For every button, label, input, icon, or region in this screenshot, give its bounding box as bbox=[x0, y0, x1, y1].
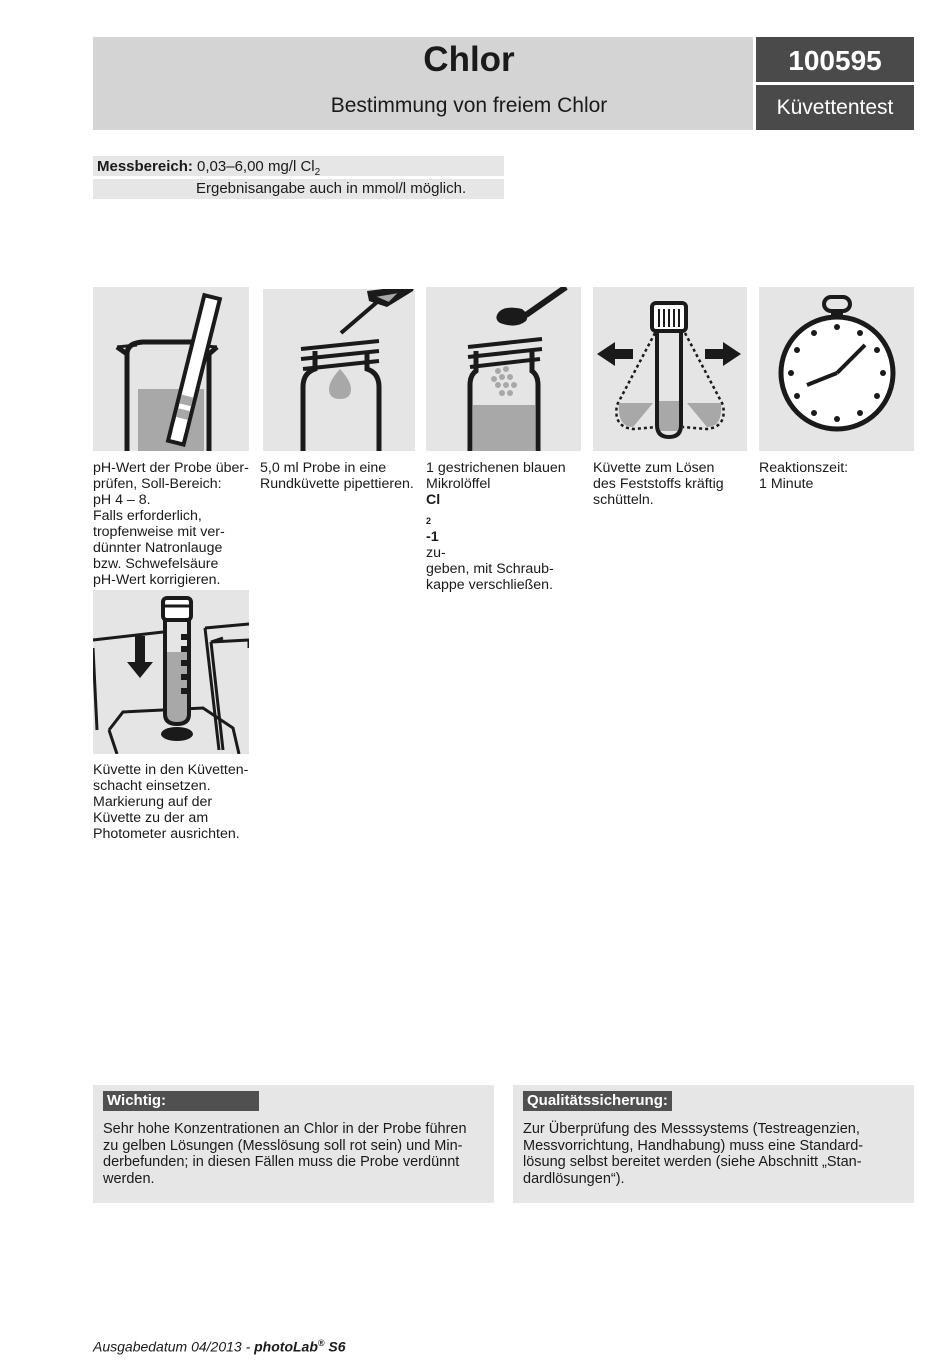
measuring-range bbox=[93, 156, 504, 176]
pipette-vial-icon bbox=[263, 289, 415, 451]
important-box bbox=[93, 1085, 494, 1203]
insert-cuvette-icon bbox=[93, 590, 249, 754]
quality-text: Zur Überprüfung des Messsystems (Testreagenzien, Messvorrichtung, Handhabung) muss eine Standard- lösung selbst bereitet werden (siehe Abschnitt „Stan- dardlösungen“). bbox=[523, 1121, 864, 1187]
page-subtitle: Bestimmung von freiem Chlor bbox=[330, 94, 608, 117]
article-number: 100595 bbox=[756, 37, 914, 82]
beaker-test-strip-icon bbox=[93, 287, 249, 451]
step-1-panel bbox=[93, 287, 249, 451]
step-2-panel bbox=[263, 289, 415, 451]
quality-heading: Qualitätssicherung: bbox=[523, 1091, 672, 1111]
spoon-vial-icon bbox=[426, 287, 581, 451]
step-4-text: Küvette zum Lösen des Feststoffs kräftig schütteln. bbox=[593, 460, 724, 508]
step-1-text: pH-Wert der Probe über- prüfen, Soll-Bereich: pH 4 – 8. Falls erforderlich, tropfenweise mit ver- dünnter Natronlauge bzw. Schwefelsäure pH-Wert korrigieren. bbox=[93, 460, 249, 588]
measuring-range-note: Ergebnisangabe auch in mmol/l möglich. bbox=[93, 179, 504, 199]
measuring-range-value: 0,03–6,00 mg/l $Cl_2$ bbox=[197, 158, 321, 178]
step-5-panel bbox=[759, 287, 914, 451]
test-type-label: Küvettentest bbox=[756, 85, 914, 130]
step-3-text: 1 gestrichenen blauen Mikrolöffel Cl $_2$ -1 zu- geben, mit Schraub- kappe verschließen. bbox=[426, 460, 566, 593]
step-3-panel bbox=[426, 287, 581, 451]
shake-cuvette-icon bbox=[593, 287, 747, 451]
important-heading: Wichtig: bbox=[103, 1091, 259, 1111]
footer: Ausgabedatum 04/2013 - photoLab® S6 bbox=[93, 1338, 346, 1355]
step-6-panel bbox=[93, 590, 249, 754]
page-title: Chlor bbox=[423, 40, 515, 79]
measuring-range-label: Messbereich: bbox=[97, 158, 193, 175]
step-6-text: Küvette in den Küvetten- schacht einsetzen. Markierung auf der Küvette zu der am Photometer ausrichten. bbox=[93, 762, 249, 842]
step-5-text: Reaktionszeit: 1 Minute bbox=[759, 460, 849, 492]
quality-box bbox=[513, 1085, 914, 1203]
important-text: Sehr hohe Konzentrationen an Chlor in der Probe führen zu gelben Lösungen (Messlösung soll rot sein) und Min- derbefunden; in diesen Fällen muss die Probe verdünnt werden. bbox=[103, 1121, 467, 1187]
stopwatch-icon bbox=[759, 287, 914, 451]
step-4-panel bbox=[593, 287, 747, 451]
step-2-text: 5,0 ml Probe in eine Rundküvette pipettieren. bbox=[260, 460, 414, 492]
